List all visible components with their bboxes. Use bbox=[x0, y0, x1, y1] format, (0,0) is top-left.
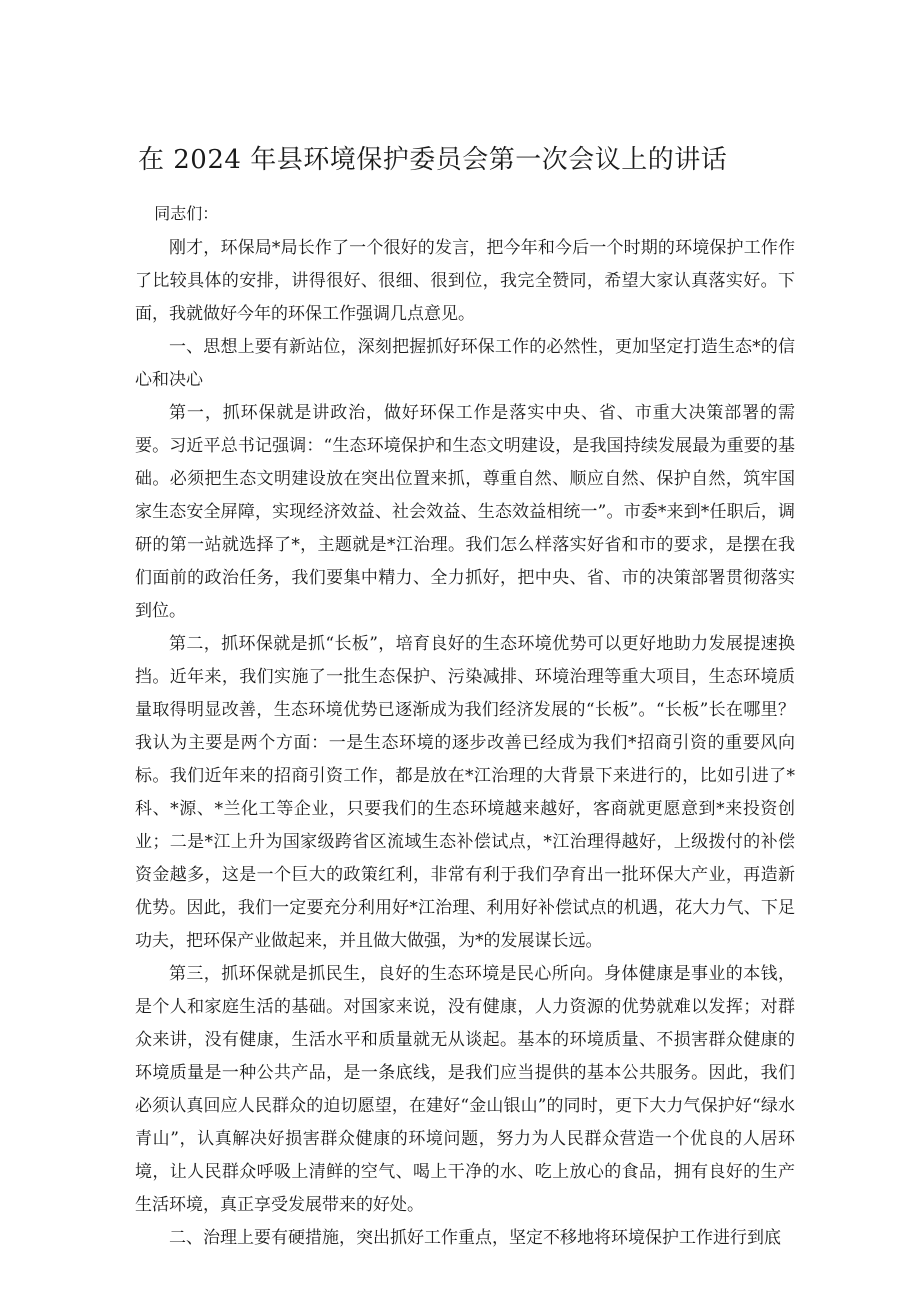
paragraph-third-point: 第三，抓环保就是抓民生，良好的生态环境是民心所向。身体健康是事业的本钱，是个人和家庭生活的基础。对国家来说，没有健康，人力资源的优势就难以发挥；对群众来讲，没有健康，生活水平和质量就无从谈起。基本的环境质量、不损害群众健康的环境质量是一种公共产品，是一条底线，是我们应当提供的基本公共服务。因此，我们必须认真回应人民群众的迫切愿望，在建好“金山银山”的同时，更下大力气保护好“绿水青山”，认真解决好损害群众健康的环境问题，努力为人民群众营造一个优良的人居环境，让人民群众呼吸上清鲜的空气、喝上干净的水、吃上放心的食品，拥有良好的生产生活环境，真正享受发展带来的好处。 bbox=[135, 964, 795, 1215]
paragraph-second-point: 第二，抓环保就是抓“长板”，培育良好的生态环境优势可以更好地助力发展提速换挡。近年来，我们实施了一批生态保护、污染减排、环境治理等重大项目，生态环境质量取得明显改善，生态环境优势已逐渐成为我们经济发展的“长板”。“长板”长在哪里？我认为主要是两个方面：一是生态环境的逐步改善已经成为我们*招商引资的重要风向标。我们近年来的招商引资工作，都是放在*江治理的大背景下来进行的，比如引进了*科、*源、*兰化工等企业，只要我们的生态环境越来越好，客商就更愿意到*来投资创业；二是*江上升为国家级跨省区流域生态补偿试点，*江治理得越好，上级拨付的补偿资金越多，这是一个巨大的政策红利，非常有利于我们孕育出一批环保大产业，再造新优势。因此，我们一定要充分利用好*江治理、利用好补偿试点的机遇，花大力气、下足功夫，把环保产业做起来，并且做大做强，为*的发展谋长远。 bbox=[135, 634, 795, 951]
document-body bbox=[135, 198, 795, 1255]
section-heading-1: 一、思想上要有新站位，深刻把握抓好环保工作的必然性，更加坚定打造生态*的信心和决心 bbox=[135, 337, 795, 390]
section-heading-2: 二、治理上要有硬措施，突出抓好工作重点，坚定不移地将环境保护工作进行到底 bbox=[169, 1228, 781, 1248]
paragraph-first-point: 第一，抓环保就是讲政治，做好环保工作是落实中央、省、市重大决策部署的需要。习近平总书记强调：“生态环境保护和生态文明建设，是我国持续发展最为重要的基础。必须把生态文明建设放在突出位置来抓，尊重自然、顺应自然、保护自然，筑牢国家生态安全屏障，实现经济效益、社会效益、生态效益相统一”。市委*来到*任职后，调研的第一站就选择了*，主题就是*江治理。我们怎么样落实好省和市的要求，是摆在我们面前的政治任务，我们要集中精力、全力抓好，把中央、省、市的决策部署贯彻落实到位。 bbox=[135, 403, 795, 621]
salutation: 同志们： bbox=[154, 204, 219, 223]
paragraph-intro: 刚才，环保局*局长作了一个很好的发言，把今年和今后一个时期的环境保护工作作了比较具体的安排，讲得很好、很细、很到位，我完全赞同，希望大家认真落实好。下面，我就做好今年的环保工作强调几点意见。 bbox=[135, 238, 795, 324]
document-title: 在 2024 年县环境保护委员会第一次会议上的讲话 bbox=[138, 145, 728, 175]
